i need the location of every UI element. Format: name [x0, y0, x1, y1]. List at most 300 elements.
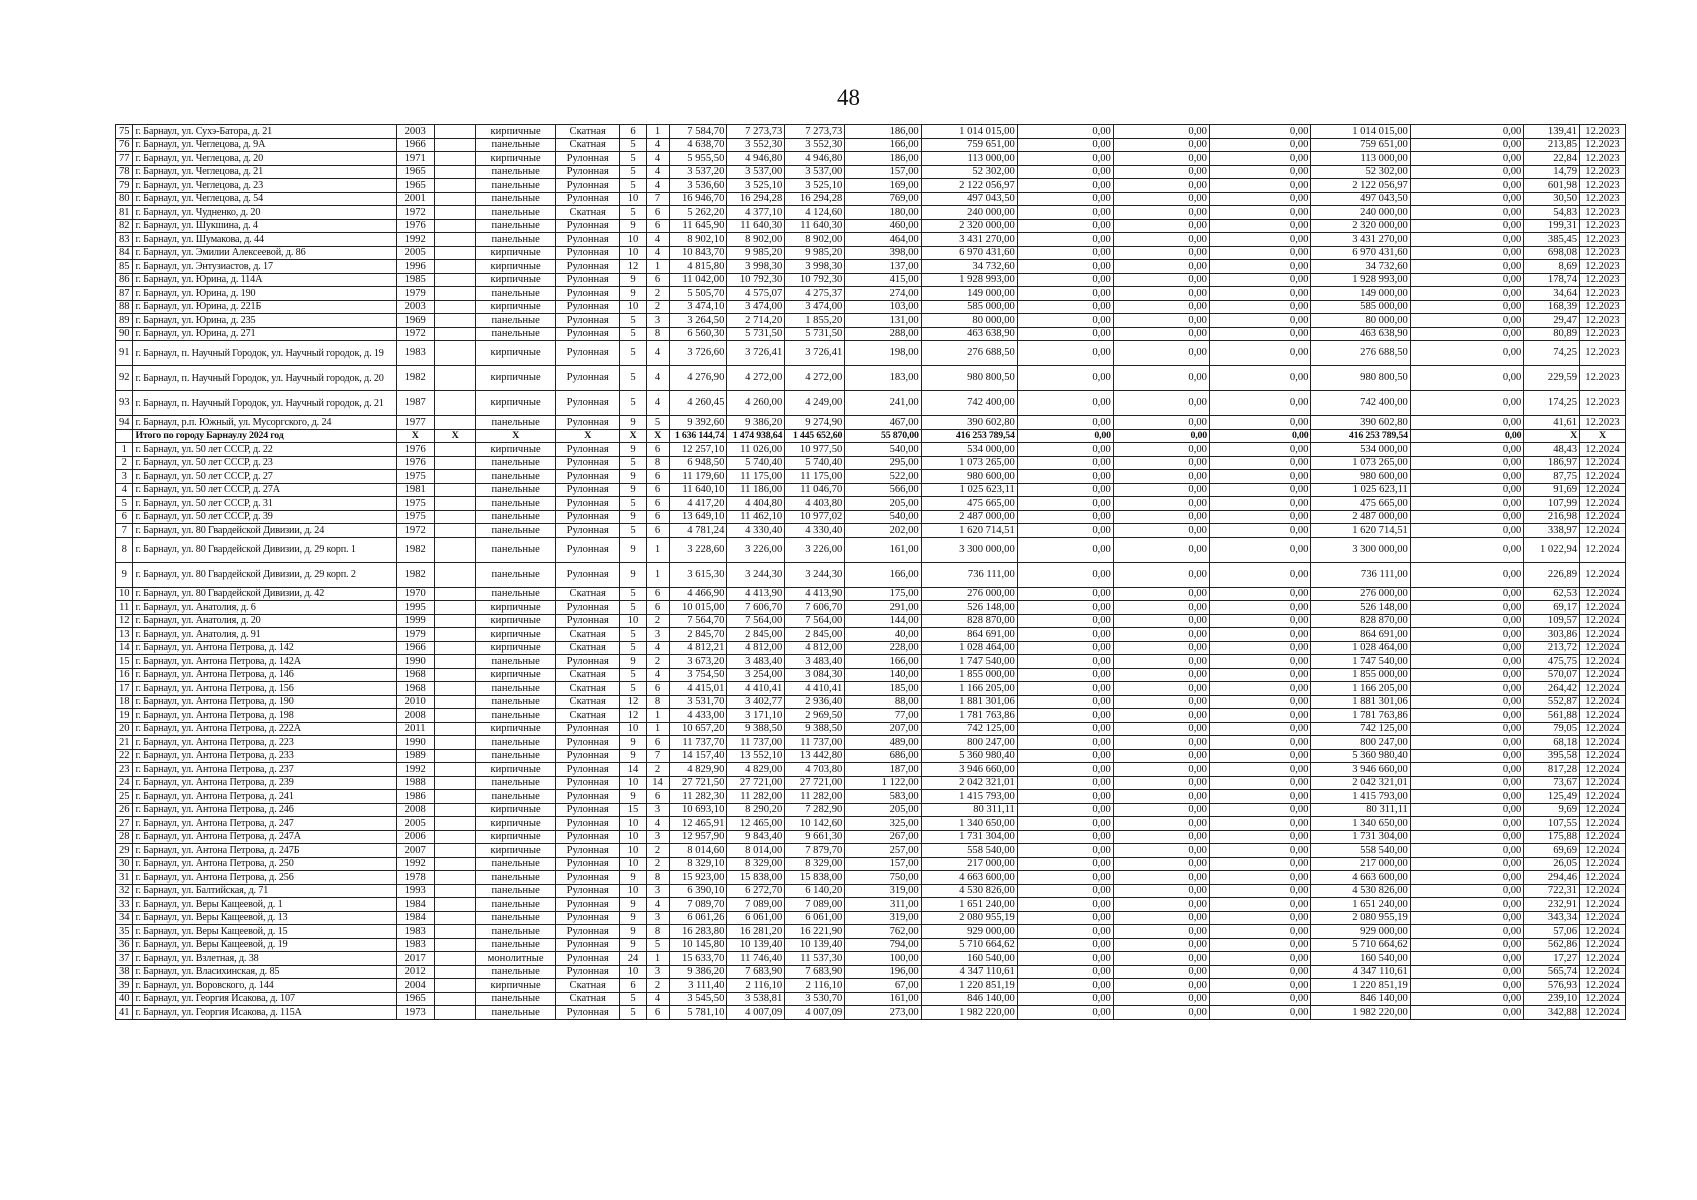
total-area-cell: 4 417,20	[669, 497, 727, 511]
premises-area-cell: 3 171,10	[727, 709, 785, 723]
premises-area-cell: 6 061,00	[727, 911, 785, 925]
residential-area-cell: 10 977,02	[785, 510, 845, 524]
year-reconstruction-cell	[434, 749, 475, 763]
residents-cell: 144,00	[845, 614, 921, 628]
floors-cell: 5	[620, 152, 646, 166]
fund-regional-cell: 0,00	[1113, 790, 1209, 804]
fund-owners-cell: 980 800,50	[1311, 366, 1410, 391]
total-area-cell: 3 536,60	[669, 179, 727, 193]
roof-type-cell: Рулонная	[555, 233, 619, 247]
address-cell: г. Барнаул, ул. Анатолия, д. 91	[133, 628, 396, 642]
total-cost-cell: 1 781 763,86	[921, 709, 1017, 723]
address-cell: г. Барнаул, р.п. Южный, ул. Мусоргского, д. 24	[133, 416, 396, 430]
fund-local-cell: 0,00	[1209, 456, 1311, 470]
total-cost-cell: 217 000,00	[921, 857, 1017, 871]
floors-cell: 9	[620, 749, 646, 763]
row-number-cell: 20	[116, 722, 133, 736]
row-number-cell: 93	[116, 391, 133, 416]
fund-owners-cell: 1 025 623,11	[1311, 483, 1410, 497]
table-row	[116, 138, 1626, 152]
address-cell: г. Барнаул, ул. Антона Петрова, д. 146	[133, 668, 396, 682]
year-built-cell: 1965	[396, 179, 434, 193]
total-cost-cell: 149 000,00	[921, 287, 1017, 301]
fund-owners-cell: 3 431 270,00	[1311, 233, 1410, 247]
roof-type-cell: Рулонная	[555, 273, 619, 287]
fund-federal-cell: 0,00	[1017, 952, 1113, 966]
residential-area-cell: 4 413,90	[785, 587, 845, 601]
fund-local-cell: 0,00	[1209, 925, 1311, 939]
entrances-cell: 4	[646, 165, 669, 179]
floors-cell: 10	[620, 300, 646, 314]
floors-cell: 12	[620, 709, 646, 723]
residential-area-cell: 9 274,90	[785, 416, 845, 430]
floors-cell: 6	[620, 125, 646, 139]
address-cell: г. Барнаул, ул. 50 лет СССР, д. 27	[133, 470, 396, 484]
completion-date-cell: 12.2024	[1580, 1006, 1626, 1020]
floors-cell: 9	[620, 898, 646, 912]
wall-material-cell: кирпичные	[476, 628, 556, 642]
residents-cell: 166,00	[845, 562, 921, 587]
completion-date-cell: 12.2024	[1580, 655, 1626, 669]
floors-cell: 14	[620, 763, 646, 777]
fund-local-cell: 0,00	[1209, 1006, 1311, 1020]
roof-type-cell: Скатная	[555, 682, 619, 696]
fund-federal-cell: 0,00	[1017, 911, 1113, 925]
year-built-cell: 1995	[396, 601, 434, 615]
residents-cell: 88,00	[845, 695, 921, 709]
address-cell: г. Барнаул, ул. Антона Петрова, д. 142А	[133, 655, 396, 669]
year-built-cell: 1979	[396, 287, 434, 301]
roof-type-cell: Рулонная	[555, 443, 619, 457]
floors-cell: 12	[620, 695, 646, 709]
residents-cell: 161,00	[845, 537, 921, 562]
year-built-cell: 1992	[396, 233, 434, 247]
total-area-cell: 16 283,80	[669, 925, 727, 939]
completion-date-cell: 12.2023	[1580, 152, 1626, 166]
fund-federal-cell: 0,00	[1017, 763, 1113, 777]
year-built-cell: 1976	[396, 219, 434, 233]
fund-owners-cell: 276 688,50	[1311, 341, 1410, 366]
fund-other-cell: 0,00	[1410, 884, 1524, 898]
residents-cell: 196,00	[845, 965, 921, 979]
completion-date-cell: 12.2024	[1580, 938, 1626, 952]
wall-material-cell: панельные	[476, 510, 556, 524]
fund-local-cell: 0,00	[1209, 165, 1311, 179]
fund-regional-cell: 0,00	[1113, 152, 1209, 166]
entrances-cell: 1	[646, 952, 669, 966]
total-area-cell: 11 640,10	[669, 483, 727, 497]
premises-area-cell: 12 465,00	[727, 817, 785, 831]
fund-federal-cell: 0,00	[1017, 695, 1113, 709]
unit-cost-cell: 303,86	[1524, 628, 1580, 642]
residents-cell: 319,00	[845, 884, 921, 898]
fund-other-cell: 0,00	[1410, 537, 1524, 562]
fund-regional-cell: 0,00	[1113, 537, 1209, 562]
total-area-cell: 3 754,50	[669, 668, 727, 682]
fund-local-cell: 0,00	[1209, 470, 1311, 484]
fund-federal-cell: 0,00	[1017, 206, 1113, 220]
row-number-cell: 87	[116, 287, 133, 301]
floors-cell: 5	[620, 641, 646, 655]
fund-regional-cell: 0,00	[1113, 668, 1209, 682]
fund-federal-cell: 0,00	[1017, 709, 1113, 723]
premises-area-cell: 3 726,41	[727, 341, 785, 366]
fund-regional-cell: 0,00	[1113, 857, 1209, 871]
year-built-cell: 1996	[396, 260, 434, 274]
entrances-cell: X	[646, 429, 669, 443]
unit-cost-cell: 57,06	[1524, 925, 1580, 939]
fund-regional-cell: 0,00	[1113, 776, 1209, 790]
residential-area-cell: 3 084,30	[785, 668, 845, 682]
residential-area-cell: 3 244,30	[785, 562, 845, 587]
wall-material-cell: кирпичные	[476, 341, 556, 366]
fund-local-cell: 0,00	[1209, 179, 1311, 193]
residents-cell: 762,00	[845, 925, 921, 939]
roof-type-cell: Скатная	[555, 709, 619, 723]
row-number-cell: 41	[116, 1006, 133, 1020]
year-built-cell: 1993	[396, 884, 434, 898]
roof-type-cell: Рулонная	[555, 341, 619, 366]
year-reconstruction-cell	[434, 709, 475, 723]
roof-type-cell: Рулонная	[555, 601, 619, 615]
fund-federal-cell: 0,00	[1017, 483, 1113, 497]
floors-cell: 10	[620, 884, 646, 898]
fund-local-cell: 0,00	[1209, 429, 1311, 443]
floors-cell: 12	[620, 260, 646, 274]
year-built-cell: 1968	[396, 682, 434, 696]
floors-cell: 24	[620, 952, 646, 966]
address-cell: г. Барнаул, ул. Антона Петрова, д. 198	[133, 709, 396, 723]
floors-cell: 5	[620, 165, 646, 179]
fund-owners-cell: 1 166 205,00	[1311, 682, 1410, 696]
fund-other-cell: 0,00	[1410, 736, 1524, 750]
floors-cell: 5	[620, 524, 646, 538]
premises-area-cell: 2 116,10	[727, 979, 785, 993]
total-area-cell: 5 262,20	[669, 206, 727, 220]
residents-cell: 295,00	[845, 456, 921, 470]
roof-type-cell: Скатная	[555, 587, 619, 601]
completion-date-cell: 12.2024	[1580, 614, 1626, 628]
fund-local-cell: 0,00	[1209, 366, 1311, 391]
fund-other-cell: 0,00	[1410, 179, 1524, 193]
residential-area-cell: 1 855,20	[785, 314, 845, 328]
total-area-cell: 4 466,90	[669, 587, 727, 601]
fund-owners-cell: 52 302,00	[1311, 165, 1410, 179]
roof-type-cell: Рулонная	[555, 938, 619, 952]
year-built-cell: 1988	[396, 776, 434, 790]
address-cell: г. Барнаул, ул. Юрина, д. 114А	[133, 273, 396, 287]
floors-cell: 9	[620, 510, 646, 524]
row-number-cell: 5	[116, 497, 133, 511]
fund-regional-cell: 0,00	[1113, 641, 1209, 655]
address-cell: г. Барнаул, ул. 50 лет СССР, д. 22	[133, 443, 396, 457]
residential-area-cell: 4 275,37	[785, 287, 845, 301]
fund-federal-cell: 0,00	[1017, 668, 1113, 682]
fund-owners-cell: 497 043,50	[1311, 192, 1410, 206]
roof-type-cell: Рулонная	[555, 1006, 619, 1020]
year-reconstruction-cell	[434, 763, 475, 777]
year-reconstruction-cell	[434, 219, 475, 233]
total-cost-cell: 2 320 000,00	[921, 219, 1017, 233]
residential-area-cell: 4 124,60	[785, 206, 845, 220]
entrances-cell: 6	[646, 273, 669, 287]
roof-type-cell: X	[555, 429, 619, 443]
entrances-cell: 8	[646, 456, 669, 470]
fund-owners-cell: 1 747 540,00	[1311, 655, 1410, 669]
premises-area-cell: 8 014,00	[727, 844, 785, 858]
fund-owners-cell: 80 311,11	[1311, 803, 1410, 817]
address-cell: г. Барнаул, ул. Веры Кащеевой, д. 15	[133, 925, 396, 939]
residential-area-cell: 4 410,41	[785, 682, 845, 696]
address-cell: г. Барнаул, ул. Чеглецова, д. 21	[133, 165, 396, 179]
entrances-cell: 1	[646, 562, 669, 587]
row-number-cell: 32	[116, 884, 133, 898]
wall-material-cell: панельные	[476, 911, 556, 925]
fund-regional-cell: 0,00	[1113, 391, 1209, 416]
year-reconstruction-cell	[434, 601, 475, 615]
completion-date-cell: 12.2024	[1580, 470, 1626, 484]
entrances-cell: 6	[646, 483, 669, 497]
floors-cell: 5	[620, 682, 646, 696]
residential-area-cell: 7 606,70	[785, 601, 845, 615]
roof-type-cell: Рулонная	[555, 857, 619, 871]
entrances-cell: 5	[646, 938, 669, 952]
table-row	[116, 898, 1626, 912]
year-reconstruction-cell	[434, 655, 475, 669]
row-number-cell	[116, 429, 133, 443]
fund-regional-cell: 0,00	[1113, 655, 1209, 669]
address-cell: г. Барнаул, ул. Чеглецова, д. 9А	[133, 138, 396, 152]
unit-cost-cell: 91,69	[1524, 483, 1580, 497]
residents-cell: 319,00	[845, 911, 921, 925]
table-row	[116, 992, 1626, 1006]
completion-date-cell: 12.2024	[1580, 483, 1626, 497]
premises-area-cell: 7 089,00	[727, 898, 785, 912]
address-cell: г. Барнаул, ул. Антона Петрова, д. 247	[133, 817, 396, 831]
roof-type-cell: Рулонная	[555, 952, 619, 966]
residents-cell: 205,00	[845, 497, 921, 511]
floors-cell: 10	[620, 857, 646, 871]
floors-cell: 9	[620, 483, 646, 497]
residents-cell: 186,00	[845, 152, 921, 166]
fund-federal-cell: 0,00	[1017, 152, 1113, 166]
roof-type-cell: Скатная	[555, 628, 619, 642]
roof-type-cell: Рулонная	[555, 327, 619, 341]
total-cost-cell: 534 000,00	[921, 443, 1017, 457]
year-reconstruction-cell	[434, 641, 475, 655]
entrances-cell: 2	[646, 844, 669, 858]
fund-local-cell: 0,00	[1209, 219, 1311, 233]
fund-federal-cell: 0,00	[1017, 817, 1113, 831]
fund-federal-cell: 0,00	[1017, 300, 1113, 314]
completion-date-cell: 12.2024	[1580, 830, 1626, 844]
residents-cell: 67,00	[845, 979, 921, 993]
address-cell: г. Барнаул, ул. Антона Петрова, д. 223	[133, 736, 396, 750]
roof-type-cell: Рулонная	[555, 749, 619, 763]
total-cost-cell: 1 220 851,19	[921, 979, 1017, 993]
total-cost-cell: 3 946 660,00	[921, 763, 1017, 777]
row-number-cell: 4	[116, 483, 133, 497]
floors-cell: 9	[620, 790, 646, 804]
entrances-cell: 14	[646, 776, 669, 790]
floors-cell: 5	[620, 138, 646, 152]
unit-cost-cell: 174,25	[1524, 391, 1580, 416]
wall-material-cell: кирпичные	[476, 722, 556, 736]
total-cost-cell: 846 140,00	[921, 992, 1017, 1006]
residential-area-cell: 16 294,28	[785, 192, 845, 206]
roof-type-cell: Рулонная	[555, 391, 619, 416]
residents-cell: 274,00	[845, 287, 921, 301]
fund-other-cell: 0,00	[1410, 587, 1524, 601]
wall-material-cell: кирпичные	[476, 391, 556, 416]
total-area-cell: 11 645,90	[669, 219, 727, 233]
residents-cell: 228,00	[845, 641, 921, 655]
roof-type-cell: Скатная	[555, 668, 619, 682]
roof-type-cell: Рулонная	[555, 470, 619, 484]
fund-owners-cell: 5 710 664,62	[1311, 938, 1410, 952]
residents-cell: 198,00	[845, 341, 921, 366]
fund-other-cell: 0,00	[1410, 965, 1524, 979]
year-reconstruction-cell	[434, 722, 475, 736]
address-cell: г. Барнаул, ул. 80 Гвардейской Дивизии, д. 42	[133, 587, 396, 601]
completion-date-cell: 12.2023	[1580, 287, 1626, 301]
total-area-cell: 11 042,00	[669, 273, 727, 287]
floors-cell: 5	[620, 587, 646, 601]
completion-date-cell: 12.2024	[1580, 952, 1626, 966]
year-built-cell: 2001	[396, 192, 434, 206]
premises-area-cell: 13 552,10	[727, 749, 785, 763]
roof-type-cell: Рулонная	[555, 497, 619, 511]
fund-federal-cell: 0,00	[1017, 790, 1113, 804]
fund-owners-cell: 1 220 851,19	[1311, 979, 1410, 993]
residential-area-cell: 11 175,00	[785, 470, 845, 484]
year-reconstruction-cell	[434, 233, 475, 247]
year-reconstruction-cell	[434, 844, 475, 858]
fund-other-cell: 0,00	[1410, 992, 1524, 1006]
wall-material-cell: панельные	[476, 682, 556, 696]
roof-type-cell: Рулонная	[555, 524, 619, 538]
unit-cost-cell: 395,58	[1524, 749, 1580, 763]
row-number-cell: 85	[116, 260, 133, 274]
total-area-cell: 9 386,20	[669, 965, 727, 979]
premises-area-cell: 3 525,10	[727, 179, 785, 193]
floors-cell: 10	[620, 722, 646, 736]
fund-other-cell: 0,00	[1410, 601, 1524, 615]
year-reconstruction-cell	[434, 776, 475, 790]
fund-regional-cell: 0,00	[1113, 871, 1209, 885]
completion-date-cell: 12.2024	[1580, 524, 1626, 538]
fund-local-cell: 0,00	[1209, 391, 1311, 416]
year-reconstruction-cell	[434, 628, 475, 642]
year-reconstruction-cell	[434, 470, 475, 484]
wall-material-cell: панельные	[476, 192, 556, 206]
fund-regional-cell: 0,00	[1113, 709, 1209, 723]
table-row	[116, 524, 1626, 538]
table-row	[116, 165, 1626, 179]
total-cost-cell: 3 431 270,00	[921, 233, 1017, 247]
fund-federal-cell: 0,00	[1017, 416, 1113, 430]
table-row	[116, 682, 1626, 696]
entrances-cell: 2	[646, 655, 669, 669]
residential-area-cell: 10 142,60	[785, 817, 845, 831]
completion-date-cell: 12.2024	[1580, 749, 1626, 763]
entrances-cell: 8	[646, 695, 669, 709]
fund-regional-cell: 0,00	[1113, 952, 1209, 966]
row-number-cell: 25	[116, 790, 133, 804]
fund-local-cell: 0,00	[1209, 952, 1311, 966]
year-built-cell: 1966	[396, 641, 434, 655]
residents-cell: 77,00	[845, 709, 921, 723]
premises-area-cell: 3 244,30	[727, 562, 785, 587]
year-built-cell: 1985	[396, 273, 434, 287]
address-cell: г. Барнаул, ул. Взлетная, д. 38	[133, 952, 396, 966]
year-built-cell: 2011	[396, 722, 434, 736]
premises-area-cell: 4 404,80	[727, 497, 785, 511]
residential-area-cell: 3 537,00	[785, 165, 845, 179]
year-reconstruction-cell	[434, 152, 475, 166]
unit-cost-cell: 41,61	[1524, 416, 1580, 430]
wall-material-cell: кирпичные	[476, 817, 556, 831]
residential-area-cell: 3 226,00	[785, 537, 845, 562]
table-row	[116, 273, 1626, 287]
fund-other-cell: 0,00	[1410, 1006, 1524, 1020]
fund-other-cell: 0,00	[1410, 416, 1524, 430]
total-area-cell: 3 111,40	[669, 979, 727, 993]
total-cost-cell: 34 732,60	[921, 260, 1017, 274]
year-reconstruction-cell	[434, 206, 475, 220]
table-row	[116, 925, 1626, 939]
fund-local-cell: 0,00	[1209, 898, 1311, 912]
residents-cell: 273,00	[845, 1006, 921, 1020]
fund-other-cell: 0,00	[1410, 287, 1524, 301]
fund-regional-cell: 0,00	[1113, 992, 1209, 1006]
residential-area-cell: 4 330,40	[785, 524, 845, 538]
residential-area-cell: 7 273,73	[785, 125, 845, 139]
roof-type-cell: Рулонная	[555, 483, 619, 497]
residents-cell: 157,00	[845, 857, 921, 871]
completion-date-cell: 12.2023	[1580, 125, 1626, 139]
fund-federal-cell: 0,00	[1017, 587, 1113, 601]
roof-type-cell: Рулонная	[555, 192, 619, 206]
fund-local-cell: 0,00	[1209, 192, 1311, 206]
fund-regional-cell: 0,00	[1113, 314, 1209, 328]
year-built-cell: 1975	[396, 497, 434, 511]
unit-cost-cell: 29,47	[1524, 314, 1580, 328]
unit-cost-cell: 62,53	[1524, 587, 1580, 601]
floors-cell: 9	[620, 416, 646, 430]
entrances-cell: 8	[646, 925, 669, 939]
total-cost-cell: 6 970 431,60	[921, 246, 1017, 260]
fund-regional-cell: 0,00	[1113, 524, 1209, 538]
total-cost-cell: 475 665,00	[921, 497, 1017, 511]
floors-cell: 5	[620, 341, 646, 366]
fund-federal-cell: 0,00	[1017, 391, 1113, 416]
residents-cell: 311,00	[845, 898, 921, 912]
fund-regional-cell: 0,00	[1113, 456, 1209, 470]
wall-material-cell: панельные	[476, 884, 556, 898]
table-row	[116, 938, 1626, 952]
fund-other-cell: 0,00	[1410, 749, 1524, 763]
entrances-cell: 1	[646, 537, 669, 562]
total-cost-cell: 742 400,00	[921, 391, 1017, 416]
fund-owners-cell: 1 014 015,00	[1311, 125, 1410, 139]
entrances-cell: 2	[646, 287, 669, 301]
entrances-cell: 6	[646, 524, 669, 538]
total-cost-cell: 1 731 304,00	[921, 830, 1017, 844]
roof-type-cell: Рулонная	[555, 884, 619, 898]
row-number-cell: 88	[116, 300, 133, 314]
residential-area-cell: 2 845,00	[785, 628, 845, 642]
